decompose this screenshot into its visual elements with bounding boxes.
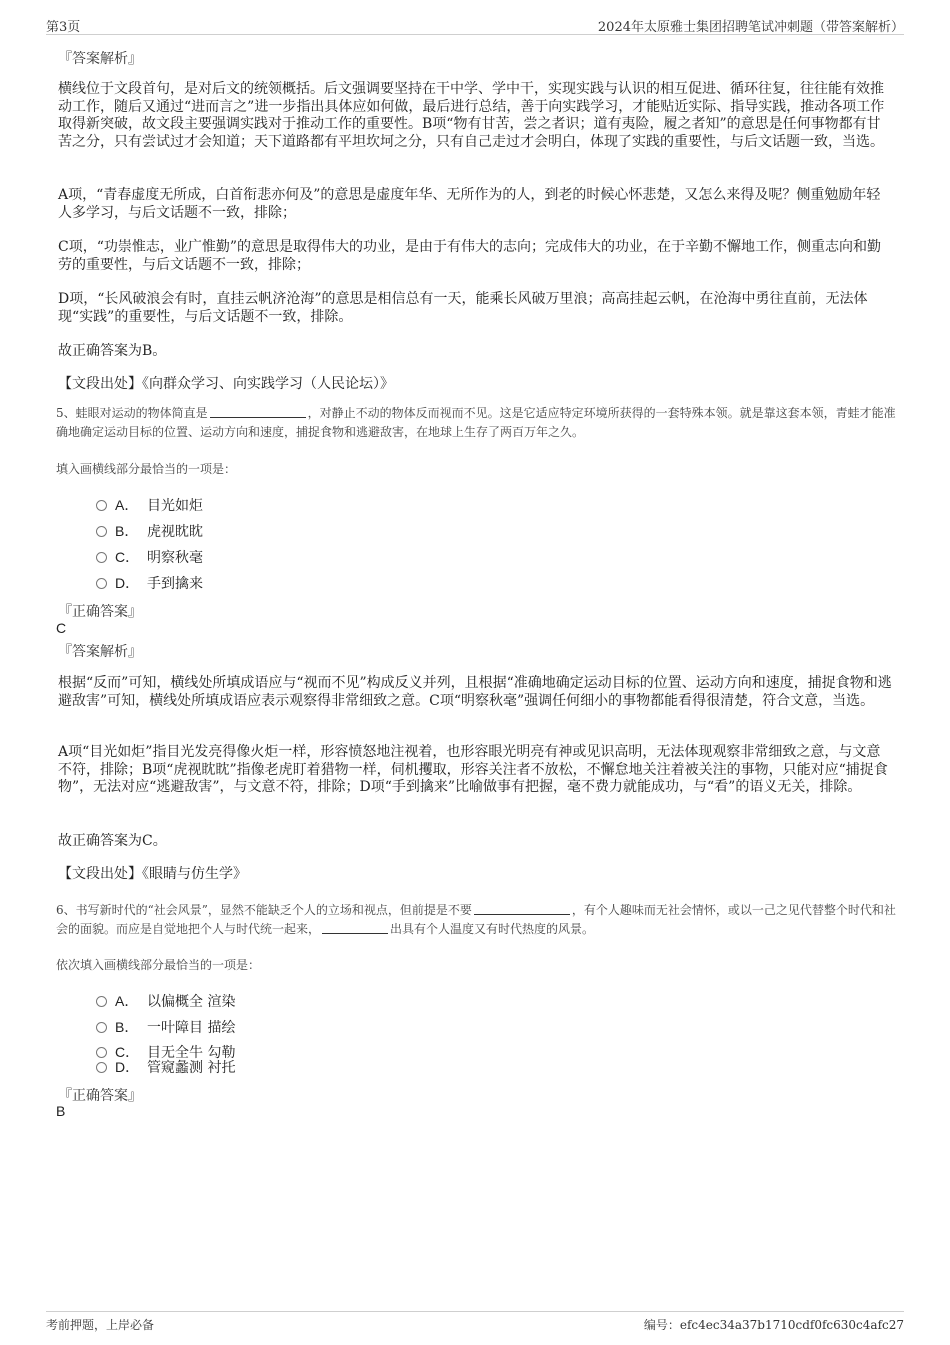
option-a[interactable]: A． 以偏概全 渲染	[96, 991, 235, 1009]
footer-slogan: 考前押题，上岸必备	[46, 1318, 155, 1332]
jiexi-paragraph-2: A项，“青春虚度无所成，白首衔悲亦何及”的意思是虚度年华、无所作为的人，到老的时候心怀悲楚，又怎么来得及呢？侧重勉励年轻人多学习，与后文话题不一致，排除；	[58, 187, 881, 221]
radio-icon[interactable]	[96, 552, 107, 563]
option-a[interactable]: A． 目光如炬	[96, 495, 203, 513]
option-c[interactable]: C． 明察秋毫	[96, 547, 203, 565]
page-header	[46, 14, 904, 35]
q5-jiexi-paragraph-1: 根据“反而”可知，横线处所填成语应与“视而不见”构成反义并列，且根据“准确地确定运动目标的位置、运动方向和速度，捕捉食物和逃避敌害”可知，横线处所填成语应表示观察得非常细致之意。C项“明察秋毫”强调任何细小的事物都能看得很清楚，符合文意，当选。	[58, 675, 892, 709]
q5-jiexi-paragraph-2: A项“目光如炬”指目光发亮得像火炬一样，形容愤怒地注视着，也形容眼光明亮有神或见识高明，无法体现观察非常细致之意，与文意不符，排除；B项“虎视眈眈”指像老虎盯着猎物一样，伺机攫取，形容关注者不放松，不懈怠地关注着被关注的事物，只能对应“捕捉食物”，无法对应“逃避敌害”，与文意不符，排除；D项“手到擒来”比喻做事有把握，毫不费力就能成功，与“看”的语义无关，排除。	[58, 744, 888, 795]
jiexi-conclusion: 故正确答案为B。	[58, 343, 167, 359]
page-number: 第3页	[46, 20, 81, 35]
answer-value-q5: C	[56, 620, 67, 636]
answer-label-q6: 『正确答案』	[58, 1088, 142, 1104]
document-title: 2024年太原雅士集团招聘笔试冲刺题（带答案解析）	[597, 20, 904, 35]
question-5-stem	[56, 404, 898, 442]
jiexi-label-q5: 『答案解析』	[58, 644, 142, 660]
option-b[interactable]: B． 一叶障目 描绘	[96, 1017, 235, 1035]
source-citation-q4: 【文段出处】《向群众学习、向实践学习（人民论坛）》	[58, 376, 394, 392]
page-footer	[46, 1311, 904, 1332]
question-6-prompt: 依次填入画横线部分最恰当的一项是：	[56, 958, 261, 972]
radio-icon[interactable]	[96, 1062, 107, 1073]
question-5-text-a: 5、蛙眼对运动的物体简直是	[56, 406, 208, 420]
question-6-blank-2	[322, 921, 388, 934]
question-6-blank-1	[474, 902, 570, 915]
question-5-prompt: 填入画横线部分最恰当的一项是：	[56, 462, 237, 476]
option-d[interactable]: D． 管窥蠡测 衬托	[96, 1057, 235, 1075]
answer-label-q5: 『正确答案』	[58, 604, 142, 620]
option-c[interactable]: C． 目无全牛 勾勒	[96, 1042, 235, 1060]
question-6-stem: 6、书写新时代的“社会风景”，显然不能缺乏个人的立场和视点，但前提是不要 ，有个人趣味而无社会情怀，或以一己之见代替整个时代和社会的面貌。而应是自觉地把个人与时代统一起来， 出具有个人温度又有时代热度的风景。	[56, 903, 896, 936]
q5-jiexi-conclusion: 故正确答案为C。	[58, 833, 167, 849]
jiexi-label-q4: 『答案解析』	[58, 51, 142, 67]
radio-icon[interactable]	[96, 526, 107, 537]
answer-value-q6: B	[56, 1103, 66, 1119]
radio-icon[interactable]	[96, 500, 107, 511]
source-citation-q5: 【文段出处】《眼睛与仿生学》	[58, 866, 247, 882]
document-serial: 编号：efc4ec34a37b1710cdf0fc630c4afc27	[643, 1318, 904, 1332]
question-5-blank	[210, 405, 306, 418]
option-b[interactable]: B． 虎视眈眈	[96, 521, 203, 539]
option-d[interactable]: D． 手到擒来	[96, 573, 203, 591]
radio-icon[interactable]	[96, 996, 107, 1007]
radio-icon[interactable]	[96, 1022, 107, 1033]
jiexi-paragraph-1: 横线位于文段首句，是对后文的统领概括。后文强调要坚持在干中学、学中干，实现实践与认识的相互促进、循环往复，往往能有效推动工作，随后又通过“进而言之”进一步指出具体应如何做，最后进行总结，善于向实践学习，才能贴近实际、指导实践，推动各项工作取得新突破，故文段主要强调实践对于推动工作的重要性。B项“物有甘苦，尝之者识；道有夷险，履之者知”的意思是任何事物都有甘苦之分，只有尝试过才会知道；天下道路都有平坦坎坷之分，只有自己走过才会明白，体现了实践的重要性，与后文话题一致，当选。	[58, 81, 885, 150]
question-5-text-b: ，对静止不动的物体反而视而不见。这是它适应特定环境所获得的一套特殊本领。就是靠这套本领，青蛙才能准确地确定运动目标的位置、运动方向和速度，捕捉食物和逃避敌害，在地球上生存了两百万年之久。	[56, 406, 896, 439]
jiexi-paragraph-3: C项，“功崇惟志，业广惟勤”的意思是取得伟大的功业，是由于有伟大的志向；完成伟大的功业，在于辛勤不懈地工作，侧重志向和勤劳的重要性，与后文话题不一致，排除；	[58, 239, 882, 273]
radio-icon[interactable]	[96, 578, 107, 589]
jiexi-paragraph-4: D项，“长风破浪会有时，直挂云帆济沧海”的意思是相信总有一天，能乘长风破万里浪；高高挂起云帆，在沧海中勇往直前，无法体现“实践”的重要性，与后文话题不一致，排除。	[58, 291, 868, 325]
